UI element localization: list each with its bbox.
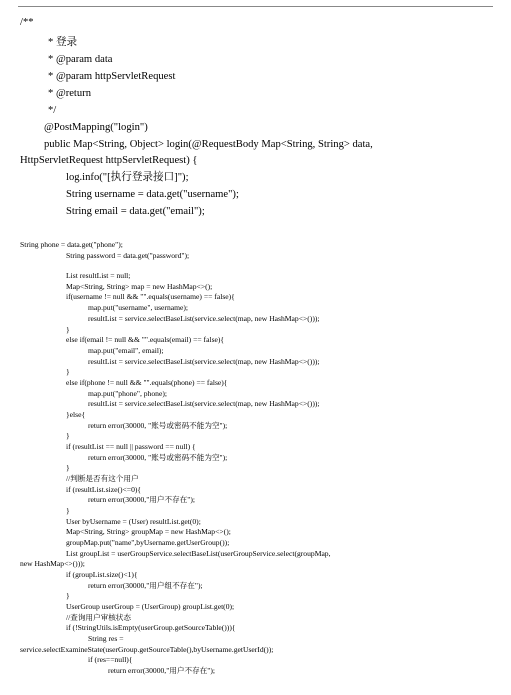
code-line: resultList = service.selectBaseList(service.select(map, new HashMap<>())); [88,357,320,366]
code-line: }else{ [66,410,86,419]
code-line: User byUsername = (User) resultList.get(0); [66,517,201,526]
code-line: //判断是否有这个用户 [66,474,139,483]
code-line: * @param httpServletRequest [48,71,176,82]
code-line: } [66,431,70,440]
code-line: else if(phone != null && "".equals(phone) == false){ [66,378,228,387]
code-line: return error(30000, "账号或密码不能为空"); [88,421,228,430]
code-line: if(username != null && "".equals(username) == false){ [66,292,235,301]
code-line: * @param data [48,54,113,65]
code-line: /** [20,17,34,28]
code-line: return error(30000, "账号或密码不能为空"); [88,453,228,462]
code-line: Map<String, String> groupMap = new HashMap<>(); [66,527,231,536]
code-line: if (resultList == null || password == null) { [66,442,196,451]
code-line: List groupList = userGroupService.selectBaseList(userGroupService.select(groupMap, [66,549,331,558]
code-line: String res = [88,634,124,643]
code-line: groupMap.put("name",byUsername.getUserGroup()); [66,538,230,547]
code-line: map.put("username", username); [88,303,189,312]
code-line: String email = data.get("email"); [66,206,205,217]
code-line: String phone = data.get("phone"); [20,240,123,249]
code-line: UserGroup userGroup = (UserGroup) groupList.get(0); [66,602,235,611]
code-line: //查询用户审核状态 [66,613,131,622]
code-line: } [66,325,70,334]
code-line: Map<String, String> map = new HashMap<>(); [66,282,213,291]
code-line: if (resultList.size()<=0){ [66,485,142,494]
code-line: return error(30000,"用户不存在"); [108,666,216,675]
code-line: String password = data.get("password"); [66,251,190,260]
code-line: return error(30000,"用户不存在"); [88,495,196,504]
code-line: if (res==null){ [88,655,133,664]
code-line: public Map<String, Object> login(@RequestBody Map<String, String> data, [44,139,373,150]
code-line: else if(email != null && "".equals(email) == false){ [66,335,225,344]
code-line: resultList = service.selectBaseList(service.select(map, new HashMap<>())); [88,314,320,323]
top-divider [18,6,493,7]
code-line: resultList = service.selectBaseList(service.select(map, new HashMap<>())); [88,399,320,408]
code-line: new HashMap<>())); [20,559,85,568]
code-line: @PostMapping("login") [44,122,148,133]
code-line: } [66,367,70,376]
code-line: log.info("[执行登录接口]"); [66,172,189,183]
code-line: List resultList = null; [66,271,131,280]
code-line: */ [48,105,57,116]
code-line: if (groupList.size()<1){ [66,570,138,579]
code-line: } [66,463,70,472]
code-line: map.put("phone", phone); [88,389,167,398]
code-line: * 登录 [48,37,78,48]
code-line: service.selectExamineState(userGroup.getSourceTable(),byUsername.getUserId()); [20,645,274,654]
code-line: String username = data.get("username"); [66,189,239,200]
code-line: } [66,591,70,600]
code-line: return error(30000,"用户组不存在"); [88,581,203,590]
code-line: * @return [48,88,91,99]
code-line: HttpServletRequest httpServletRequest) { [20,155,198,166]
code-line: } [66,506,70,515]
code-line: if (!StringUtils.isEmpty(userGroup.getSourceTable())){ [66,623,236,632]
code-line: map.put("email", email); [88,346,164,355]
